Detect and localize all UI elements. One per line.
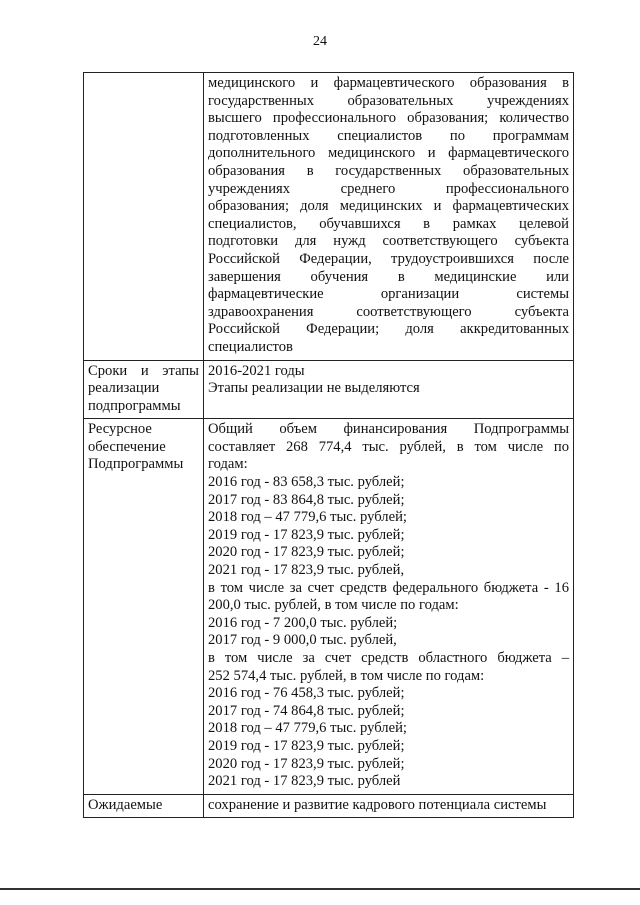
label-line: подпрограммы	[88, 397, 181, 414]
label-line: Ресурсное	[88, 421, 152, 438]
content-line: 2017 год - 83 864,8 тыс. рублей;	[208, 491, 405, 508]
content-line: 2018 год – 47 779,6 тыс. рублей;	[208, 509, 407, 526]
content-line: образования в государственных образовательных	[208, 162, 569, 179]
label-line: Ожидаемые	[88, 796, 163, 813]
table-row-expected	[84, 794, 574, 818]
content-line: дополнительного медицинского и фармацевтического	[208, 145, 569, 162]
table-row-terms	[84, 360, 574, 419]
content-line-spacer	[208, 398, 569, 416]
content-line: специалистов	[208, 338, 293, 355]
content-line: 2020 год - 17 823,9 тыс. рублей;	[208, 755, 405, 772]
content-line: 2016-2021 годы	[208, 362, 305, 379]
content-line: 200,0 тыс. рублей, в том числе по годам:	[208, 597, 459, 614]
page-number: 24	[313, 34, 327, 49]
label-line: обеспечение	[88, 438, 166, 455]
label-line: реализации	[88, 380, 160, 397]
content-line: 2017 год - 74 864,8 тыс. рублей;	[208, 702, 405, 719]
content-line: фармацевтические организации системы	[208, 286, 569, 303]
content-line: составляет 268 774,4 тыс. рублей, в том числе по	[208, 438, 569, 455]
row-label-expected	[84, 794, 204, 818]
table-row-indicators	[84, 73, 574, 361]
row-content-terms	[204, 360, 574, 419]
content-line: 252 574,4 тыс. рублей, в том числе по годам:	[208, 667, 485, 684]
content-line: специалистов, обучавшихся в рамках целевой	[208, 215, 569, 232]
row-label-terms	[84, 360, 204, 419]
content-line: в том числе за счет средств федерального бюджета - 16	[208, 579, 569, 596]
content-line: 2020 год - 17 823,9 тыс. рублей;	[208, 544, 405, 561]
content-line: медицинского и фармацевтического образования в	[208, 75, 569, 91]
label-line: Сроки и этапы	[88, 362, 199, 379]
content-line: 2021 год - 17 823,9 тыс. рублей	[208, 773, 401, 790]
row-content-resources	[204, 419, 574, 794]
content-line: Российской Федерации, трудоустроившихся после	[208, 250, 569, 267]
content-line: Общий объем финансирования Подпрограммы	[208, 421, 569, 438]
content-line: 2019 год - 17 823,9 тыс. рублей;	[208, 737, 405, 754]
content-line: 2016 год - 76 458,3 тыс. рублей;	[208, 685, 405, 702]
content-line: подготовленных специалистов по программам	[208, 127, 569, 144]
page-bottom-rule	[0, 888, 640, 890]
table-row-resources	[84, 419, 574, 794]
row-label-resources	[84, 419, 204, 794]
subprogram-passport-table	[83, 72, 574, 818]
content-line: 2017 год - 9 000,0 тыс. рублей,	[208, 632, 397, 649]
content-line: в том числе за счет средств областного бюджета –	[208, 650, 569, 666]
content-line: государственных образовательных учреждениях	[208, 92, 569, 109]
content-line: здравоохранения соответствующего субъекта	[208, 303, 569, 320]
content-line: 2019 год - 17 823,9 тыс. рублей;	[208, 526, 405, 543]
content-line: 2016 год - 7 200,0 тыс. рублей;	[208, 614, 398, 631]
content-line: Российской Федерации; доля аккредитованных	[208, 321, 569, 338]
content-line: завершения обучения в медицинские или	[208, 268, 569, 285]
content-line: 2018 год – 47 779,6 тыс. рублей;	[208, 720, 407, 737]
row-content-expected	[204, 794, 574, 818]
row-label-empty	[84, 73, 204, 361]
row-content-indicators	[204, 73, 574, 361]
content-line: 2016 год - 83 658,3 тыс. рублей;	[208, 474, 405, 491]
content-line: 2021 год - 17 823,9 тыс. рублей,	[208, 562, 405, 579]
content-line: годам:	[208, 456, 248, 473]
content-line: высшего профессионального образования; количество	[208, 110, 569, 127]
content-line: учреждениях среднего профессионального	[208, 180, 569, 197]
label-line: Подпрограммы	[88, 456, 184, 473]
content-line: Этапы реализации не выделяются	[208, 380, 420, 397]
content-line: сохранение и развитие кадрового потенциала системы	[208, 796, 547, 813]
content-line: образования; доля медицинских и фармацевтических	[208, 198, 569, 215]
content-line: подготовки для нужд соответствующего субъекта	[208, 233, 569, 250]
